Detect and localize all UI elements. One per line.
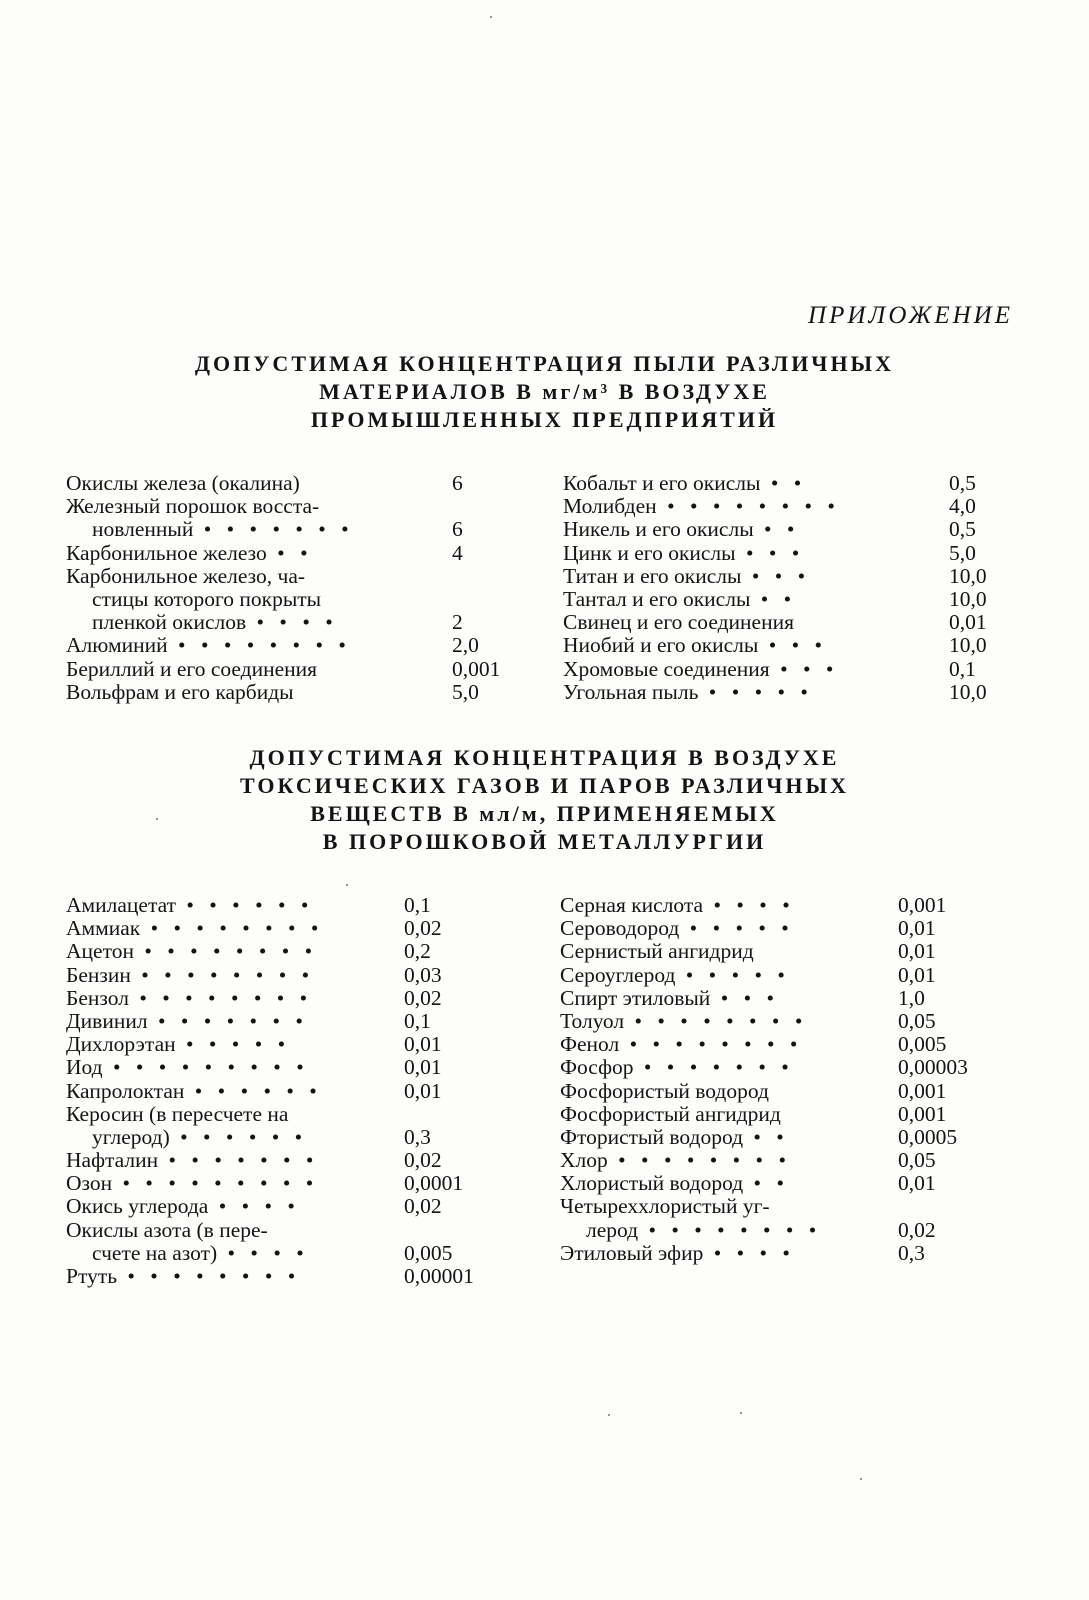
leader-dots: • • • • • [175,1032,291,1057]
substance-name: углерод) • • • • • • [92,1124,308,1149]
leader-dots: • • • • • • • [158,1148,319,1173]
substance-name: Карбонильное железо • • [66,540,313,565]
substance-name: Карбонильное железо, ча- [66,563,306,588]
table-row [66,1195,506,1218]
table-row [563,495,1003,518]
substance-name: Бериллий и его соединения [66,656,318,681]
substance-name: Ртуть • • • • • • • • [66,1264,301,1288]
concentration-value: 0,001 [898,1078,947,1103]
substance-name: Амилацетат • • • • • • [66,893,314,917]
substance-name: Фтористый водород • • [560,1124,789,1149]
concentration-value: 0,02 [898,1217,936,1242]
concentration-value: 10,0 [949,679,987,704]
substance-name: новленный • • • • • • • [92,517,354,542]
concentration-value: 0,02 [404,1194,442,1219]
substance-name: Хлор • • • • • • • • [560,1148,791,1173]
table-row [66,1010,506,1033]
leader-dots: • • • • • • • • [607,1148,791,1173]
concentration-value: 0,03 [404,962,442,987]
substance-name: Фосфористый водород [560,1078,769,1103]
table-row [560,1219,1000,1242]
leader-dots: • • [750,586,797,611]
substance-name: Дивинил • • • • • • • [66,1008,308,1033]
concentration-value: 4 [452,540,463,565]
concentration-value: 0,5 [949,471,976,495]
table-row [66,1056,506,1079]
leader-dots: • • • • • • [176,893,314,917]
concentration-value: 0,2 [404,939,431,964]
scan-speck [490,16,492,18]
concentration-value: 5,0 [949,540,976,565]
table-row [560,1033,1000,1056]
table-row [66,1219,506,1242]
appendix-label: ПРИЛОЖЕНИЕ [808,302,1013,329]
substance-name: Окислы азота (в пере- [66,1217,268,1242]
section1-right-table [563,472,1003,704]
leader-dots: • • [753,517,800,542]
substance-name: лерод • • • • • • • • [586,1217,822,1242]
table-row [66,1126,506,1149]
substance-name: Вольфрам и его карбиды [66,679,294,704]
concentration-value: 0,5 [949,517,976,542]
concentration-value: 0,00003 [898,1055,968,1080]
table-row [563,611,1003,634]
table-row [560,1056,1000,1079]
table-row [66,495,526,518]
substance-name: Угольная пыль • • • • • [563,679,813,704]
concentration-value: 0,1 [949,656,976,681]
substance-name: Четыреххлористый уг- [560,1194,770,1219]
table-row [563,542,1003,565]
scan-speck [608,1414,610,1416]
substance-name: Озон • • • • • • • • • [66,1171,319,1196]
concentration-value: 4,0 [949,494,976,519]
substance-name: Сероводород • • • • • [560,916,794,941]
concentration-value: 0,02 [404,985,442,1010]
section1-left-table [66,472,526,704]
section2-left-table [66,894,506,1288]
substance-name: Окись углерода • • • • [66,1194,300,1219]
substance-name: Хлористый водород • • [560,1171,789,1196]
concentration-value: 0,1 [404,1008,431,1033]
table-row [66,894,506,917]
heading-line: МАТЕРИАЛОВ В мг/м³ В ВОЗДУХЕ [319,379,770,404]
table-row [560,1126,1000,1149]
concentration-value: 0,3 [898,1240,925,1265]
concentration-value: 0,01 [404,1032,442,1057]
substance-name: Бензин • • • • • • • • [66,962,315,987]
leader-dots: • • • • • • • • [624,1008,808,1033]
table-row [560,1103,1000,1126]
concentration-value: 6 [452,471,463,495]
table-row [563,658,1003,681]
substance-name: Железный порошок восста- [66,494,320,519]
table-row [66,611,526,634]
table-row [563,588,1003,611]
table-row [66,1265,506,1288]
concentration-value: 0,1 [404,893,431,917]
leader-dots: • • • • • • • • [130,962,315,987]
scan-speck [346,884,348,886]
concentration-value: 2 [452,610,463,635]
table-row [66,987,506,1010]
leader-dots: • • [743,1171,789,1196]
table-row [66,1242,506,1265]
substance-name: стицы которого покрыты [92,586,322,611]
substance-name: Аммиак • • • • • • • • [66,916,324,941]
concentration-value: 0,005 [404,1240,453,1265]
section1-title [0,350,1089,434]
concentration-value: 0,01 [949,610,987,635]
concentration-value: 0,001 [898,893,947,917]
substance-name: Окислы железа (окалина) [66,471,300,495]
table-row [563,634,1003,657]
concentration-value: 10,0 [949,563,987,588]
table-row [66,518,526,541]
concentration-value: 0,0005 [898,1124,958,1149]
leader-dots: • • • • • • • [147,1008,308,1033]
table-row [66,964,506,987]
table-row [66,542,526,565]
leader-dots: • • • • • • • • [619,1032,803,1057]
heading-line: ВЕЩЕСТВ В мл/м, ПРИМЕНЯЕМЫХ [310,801,779,826]
table-row [66,940,506,963]
table-row [563,681,1003,704]
substance-name: Кобальт и его окислы • • [563,471,807,495]
table-row [563,518,1003,541]
table-row [560,1080,1000,1103]
substance-name: счете на азот) • • • • [92,1240,309,1265]
concentration-value: 0,01 [898,939,936,964]
leader-dots: • • • • • • [169,1124,308,1149]
leader-dots: • • • • • [675,962,790,987]
substance-name: Спирт этиловый • • • [560,985,780,1010]
concentration-value: 0,05 [898,1008,936,1033]
concentration-value: 0,01 [898,962,936,987]
leader-dots: • • • • [217,1240,309,1265]
substance-name: Ниобий и его окислы • • • [563,633,828,658]
substance-name: Тантал и его окислы • • [563,586,797,611]
leader-dots: • • • • • [679,916,794,941]
heading-line: ДОПУСТИМАЯ КОНЦЕНТРАЦИЯ ПЫЛИ РАЗЛИЧНЫХ [194,351,895,376]
table-row [66,917,506,940]
table-row [560,964,1000,987]
leader-dots: • • [743,1124,789,1149]
concentration-value: 10,0 [949,586,987,611]
concentration-value: 0,01 [898,1171,936,1196]
substance-name: Этиловый эфир • • • • [560,1240,795,1265]
table-row [563,565,1003,588]
section2-right-table [560,894,1000,1265]
concentration-value: 2,0 [452,633,479,658]
table-row [560,940,1000,963]
leader-dots: • • • • • • • • [167,633,351,658]
table-row [560,917,1000,940]
table-row [66,634,526,657]
table-row [560,1195,1000,1218]
leader-dots: • • • • • • • [193,517,354,542]
substance-name: Сероуглерод • • • • • [560,962,790,987]
substance-name: Нафталин • • • • • • • [66,1148,319,1173]
concentration-value: 0,00001 [404,1264,474,1288]
concentration-value: 0,05 [898,1148,936,1173]
concentration-value: 0,001 [898,1101,947,1126]
table-row [560,1149,1000,1172]
leader-dots: • • • [769,656,839,681]
concentration-value: 10,0 [949,633,987,658]
leader-dots: • • • • [703,893,795,917]
scan-speck [156,818,158,820]
concentration-value: 0,005 [898,1032,947,1057]
table-row [66,1033,506,1056]
substance-name: Цинк и его окислы • • • [563,540,805,565]
concentration-value: 6 [452,517,463,542]
leader-dots: • • • • • [698,679,813,704]
table-row [560,894,1000,917]
table-row [66,1172,506,1195]
heading-line: ТОКСИЧЕСКИХ ГАЗОВ И ПАРОВ РАЗЛИЧНЫХ [240,773,849,798]
substance-name: Алюминий • • • • • • • • [66,633,351,658]
table-row [560,1172,1000,1195]
substance-name: пленкой окислов • • • • [92,610,338,635]
heading-line: В ПОРОШКОВОЙ МЕТАЛЛУРГИИ [322,829,767,854]
leader-dots: • • • • • • • • [133,939,318,964]
substance-name: Фосфористый ангидрид [560,1101,781,1126]
substance-name: Фенол • • • • • • • • [560,1032,803,1057]
substance-name: Керосин (в пересчете на [66,1101,289,1126]
leader-dots: • • • • • • • • [140,916,324,941]
concentration-value: 0,01 [404,1078,442,1103]
substance-name: Молибден • • • • • • • • [563,494,840,519]
table-row [66,681,526,704]
concentration-value: 0,02 [404,1148,442,1173]
table-row [66,1080,506,1103]
heading-line: ДОПУСТИМАЯ КОНЦЕНТРАЦИЯ В ВОЗДУХЕ [249,745,840,770]
leader-dots: • • • • • • • • [656,494,840,519]
leader-dots: • • • • • • • • [117,1264,301,1288]
substance-name: Титан и его окислы • • • [563,563,811,588]
table-row [560,1242,1000,1265]
substance-name: Никель и его окислы • • [563,517,800,542]
substance-name: Фосфор • • • • • • • [560,1055,794,1080]
substance-name: Иод • • • • • • • • • [66,1055,309,1080]
table-row [66,658,526,681]
substance-name: Капролоктан • • • • • • [66,1078,322,1103]
table-row [66,588,526,611]
substance-name: Ацетон • • • • • • • • [66,939,318,964]
leader-dots: • • • • • • • • • [102,1055,309,1080]
substance-name: Свинец и его соединения [563,610,794,635]
concentration-value: 1,0 [898,985,925,1010]
concentration-value: 0,0001 [404,1171,464,1196]
substance-name: Бензол • • • • • • • • [66,985,313,1010]
leader-dots: • • • [758,633,828,658]
substance-name: Хромовые соединения • • • [563,656,839,681]
table-row [66,472,526,495]
heading-line: ПРОМЫШЛЕННЫХ ПРЕДПРИЯТИЙ [310,407,779,432]
leader-dots: • • • • • • • • • [112,1171,319,1196]
leader-dots: • • • • [208,1194,300,1219]
leader-dots: • • • • [246,610,338,635]
table-row [560,987,1000,1010]
table-row [66,1103,506,1126]
table-row [560,1010,1000,1033]
table-row [66,1149,506,1172]
table-row [563,472,1003,495]
leader-dots: • • [266,540,313,565]
concentration-value: 0,01 [404,1055,442,1080]
substance-name: Толуол • • • • • • • • [560,1008,808,1033]
leader-dots: • • • • • • [184,1078,322,1103]
concentration-value: 5,0 [452,679,479,704]
leader-dots: • • • • • • • • [128,985,313,1010]
scan-speck [860,1478,862,1480]
leader-dots: • • • [710,985,780,1010]
leader-dots: • • • • • • • [633,1055,794,1080]
table-row [66,565,526,588]
concentration-value: 0,02 [404,916,442,941]
leader-dots: • • • • • • • • [638,1217,822,1242]
substance-name: Сернистый ангидрид [560,939,754,964]
leader-dots: • • • [741,563,811,588]
substance-name: Серная кислота • • • • [560,893,795,917]
concentration-value: 0,01 [898,916,936,941]
substance-name: Дихлорэтан • • • • • [66,1032,291,1057]
scan-speck [740,1412,742,1414]
leader-dots: • • • [735,540,805,565]
leader-dots: • • [760,471,807,495]
leader-dots: • • • • [703,1240,795,1265]
concentration-value: 0,3 [404,1124,431,1149]
section2-title [0,744,1089,856]
concentration-value: 0,001 [452,656,501,681]
